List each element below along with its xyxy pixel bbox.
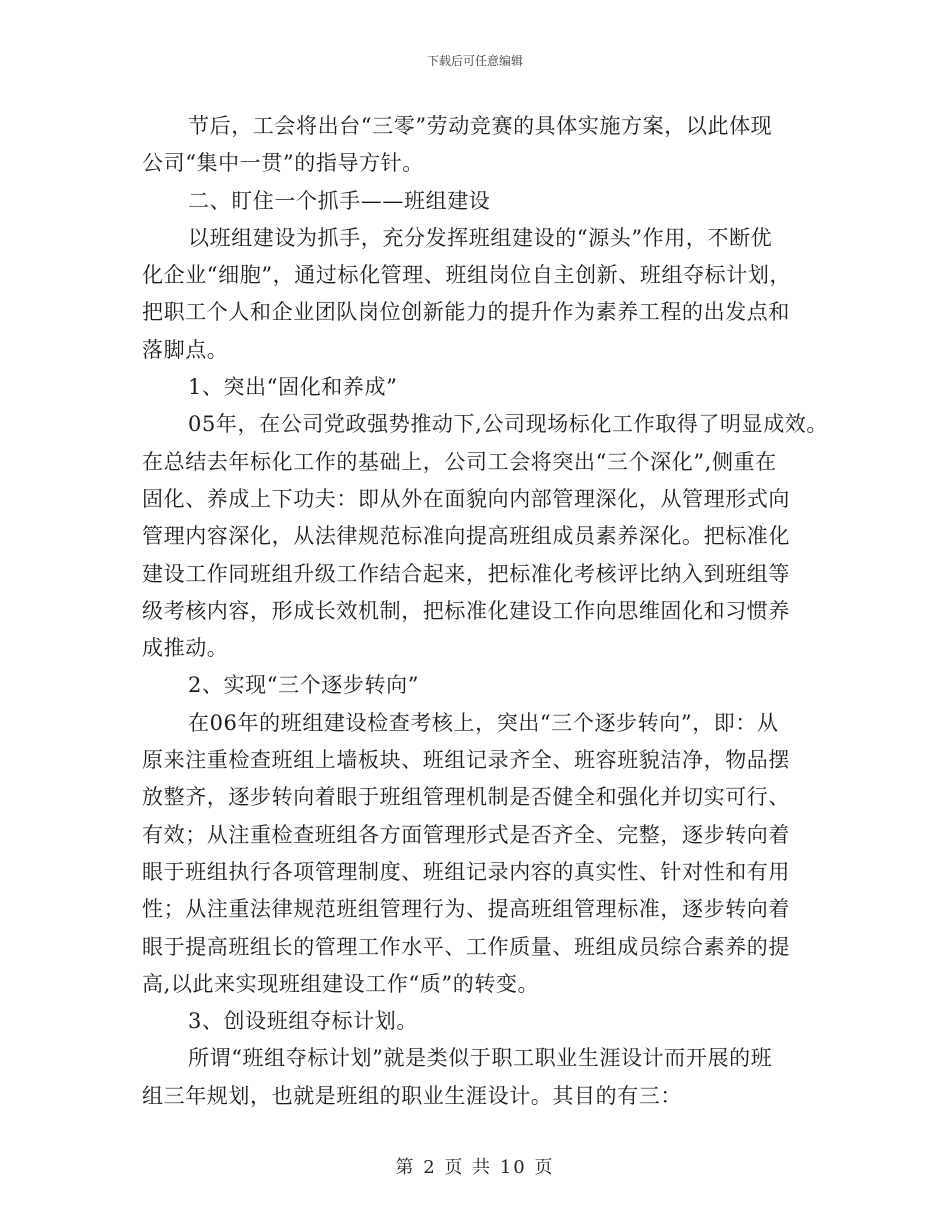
text-line: 公司“集中一贯”的指导方针。 — [142, 151, 424, 176]
text-line: 建设工作同班组升级工作结合起来，把标准化考核评比纳入到班组等 — [142, 561, 790, 586]
text-line: 固化、养成上下功夫：即从外在面貌向内部管理深化，从管理形式向 — [142, 486, 790, 511]
subsection-heading: 3、创设班组夺标计划。 — [188, 1009, 418, 1034]
text-line: 有效；从注重检查班组各方面管理形式是否齐全、完整，逐步转向着 — [142, 822, 790, 847]
text-line: 组三年规划，也就是班组的职业生涯设计。其目的有三： — [142, 1083, 682, 1108]
text-line: 以班组建设为抓手，充分发挥班组建设的“源头”作用，不断优 — [188, 225, 773, 250]
text-line: 眼于班组执行各项管理制度、班组记录内容的真实性、针对性和有用 — [142, 859, 790, 884]
text-line: 把职工个人和企业团队岗位创新能力的提升作为素养工程的出发点和 — [142, 300, 790, 325]
text-line: 化企业“细胞”，通过标化管理、班组岗位自主创新、班组夺标计划， — [142, 263, 792, 288]
text-line: 05年，在公司党政强势推动下,公司现场标化工作取得了明显成效。 — [188, 412, 828, 437]
text-line: 在总结去年标化工作的基础上，公司工会将突出“三个深化”,侧重在 — [142, 449, 777, 474]
text-line: 管理内容深化，从法律规范标准向提高班组成员素养深化。把标准化 — [142, 524, 790, 549]
subsection-heading: 1、突出“固化和养成” — [188, 375, 398, 400]
text-line: 高,以此来实现班组建设工作“质”的转变。 — [142, 971, 540, 996]
text-line: 原来注重检查班组上墙板块、班组记录齐全、班容班貌洁净，物品摆 — [142, 748, 790, 773]
page-footer: 第 2 页 共 10 页 — [395, 1157, 555, 1178]
text-line: 级考核内容，形成长效机制，把标准化建设工作向思维固化和习惯养 — [142, 598, 790, 623]
text-line: 成推动。 — [142, 636, 229, 661]
text-line: 节后，工会将出台“三零”劳动竞赛的具体实施方案，以此体现 — [188, 114, 773, 138]
page-header: 下载后可任意编辑 — [426, 54, 523, 68]
subsection-heading: 2、实现“三个逐步转向” — [188, 673, 420, 698]
document-body — [142, 108, 828, 1115]
text-line: 落脚点。 — [142, 337, 229, 362]
text-line: 在06年的班组建设检查考核上，突出“三个逐步转向”，即：从 — [188, 710, 779, 735]
section-heading: 二、盯住一个抓手——班组建设 — [188, 188, 491, 213]
text-line: 眼于提高班组长的管理工作水平、工作质量、班组成员综合素养的提 — [142, 934, 790, 959]
text-line: 放整齐，逐步转向着眼于班组管理机制是否健全和强化并切实可行、 — [142, 785, 790, 810]
text-line: 所谓“班组夺标计划”就是类似于职工职业生涯设计而开展的班 — [188, 1046, 773, 1071]
text-line: 性；从注重法律规范班组管理行为、提高班组管理标准，逐步转向着 — [142, 897, 790, 922]
